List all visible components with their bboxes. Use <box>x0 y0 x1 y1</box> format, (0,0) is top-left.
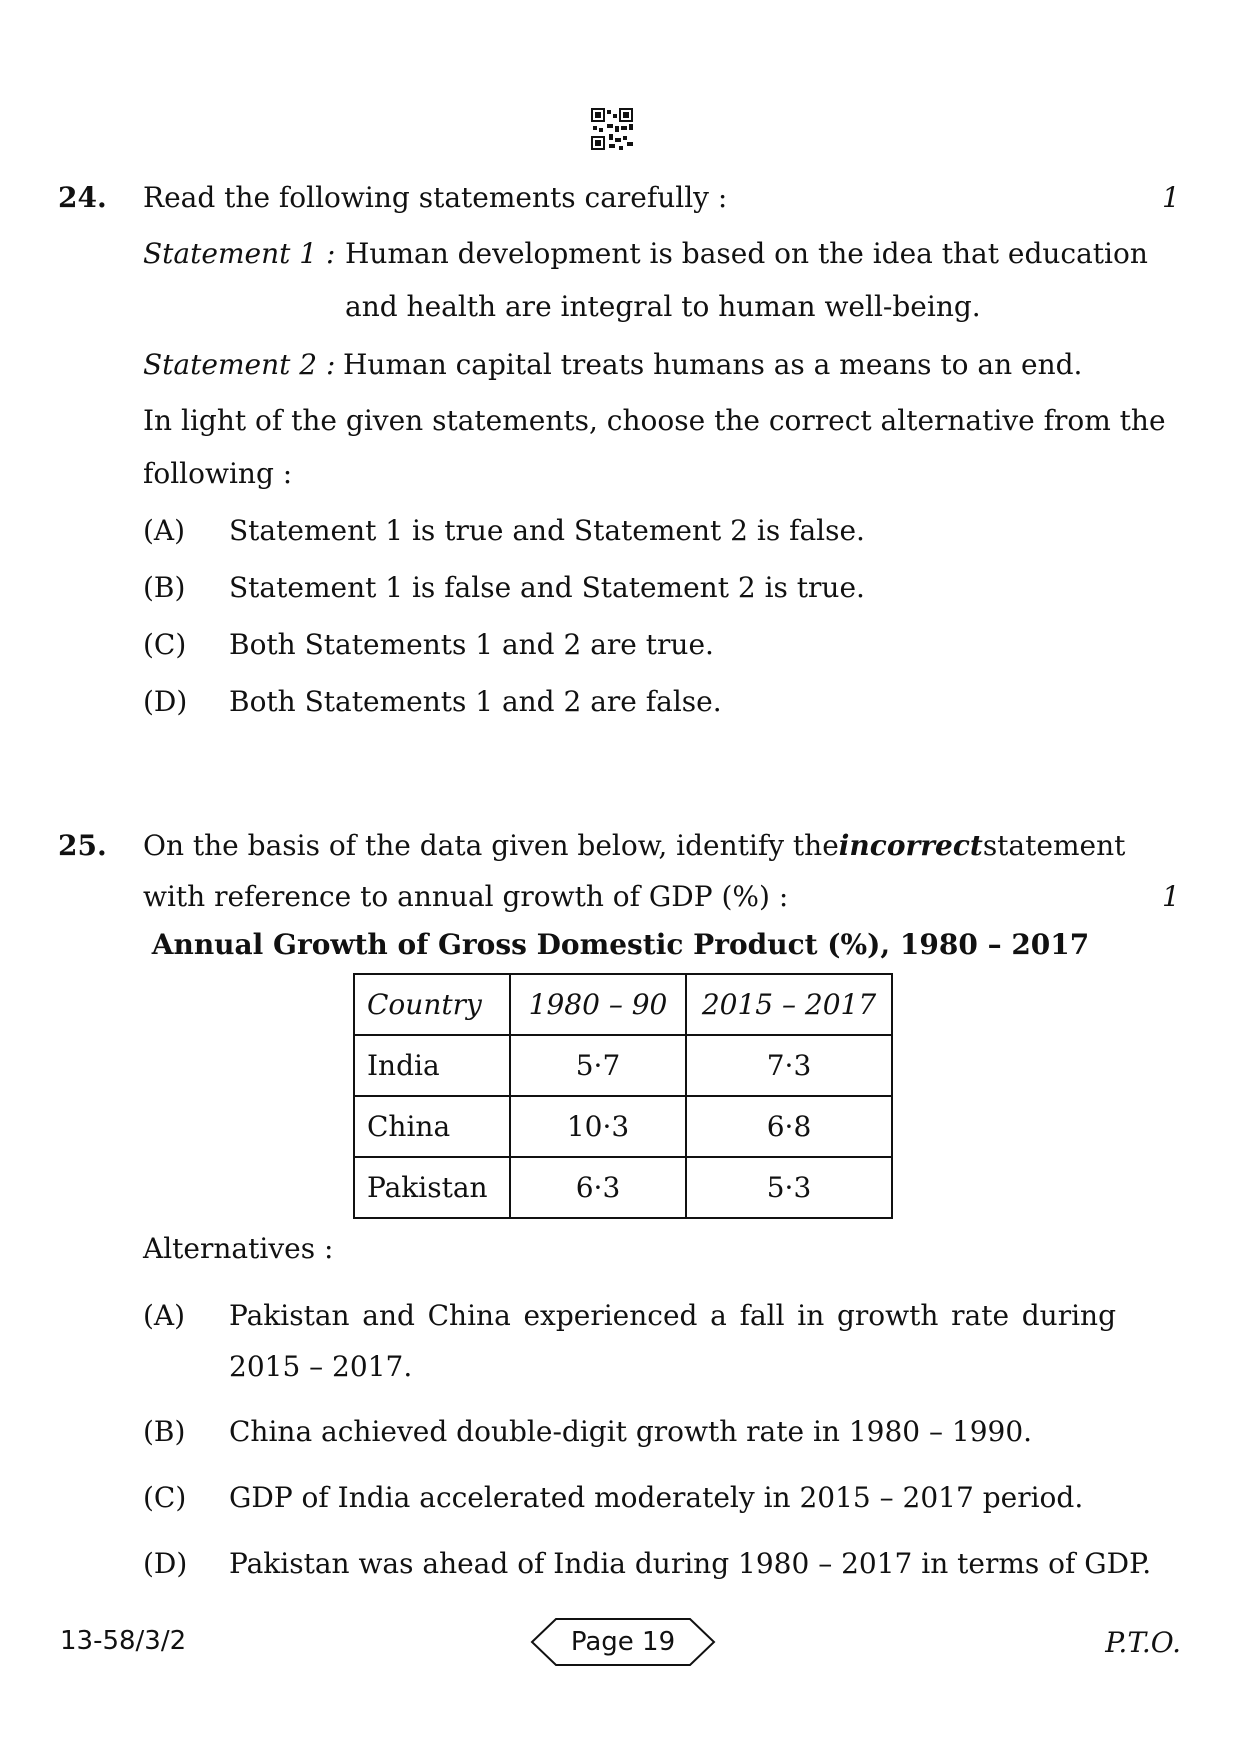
table-row <box>354 1035 892 1096</box>
question-25-prompt-b: statement <box>982 829 1126 862</box>
table-cell-value: 6·3 <box>510 1157 686 1218</box>
qr-code-icon <box>591 108 633 150</box>
question-25-prompt-line1 <box>143 829 1126 863</box>
statement-2-text: Human capital treats humans as a means to an end. <box>343 348 1083 381</box>
q24-option-d-letter: (D) <box>143 685 188 718</box>
statement-1-text-line1: Human development is based on the idea that education <box>345 237 1148 270</box>
question-25-prompt-a: On the basis of the data given below, identify the <box>143 829 839 862</box>
question-24-instruction-line1: In light of the given statements, choose the correct alternative from the <box>143 404 1166 437</box>
q24-option-d-text: Both Statements 1 and 2 are false. <box>229 685 722 718</box>
gdp-growth-table <box>353 973 893 1219</box>
table-cell-value: 10·3 <box>510 1096 686 1157</box>
q25-option-c-text: GDP of India accelerated moderately in 2015 – 2017 period. <box>229 1481 1084 1514</box>
q24-option-c-letter: (C) <box>143 628 187 661</box>
alternatives-label: Alternatives : <box>143 1232 334 1265</box>
table-cell-value: 5·3 <box>686 1157 892 1218</box>
q24-option-b-text: Statement 1 is false and Statement 2 is true. <box>229 571 865 604</box>
paper-code: 13-58/3/2 <box>60 1626 187 1656</box>
question-24-prompt: Read the following statements carefully : <box>143 181 728 214</box>
pto-label: P.T.O. <box>1105 1626 1181 1659</box>
q25-option-c-letter: (C) <box>143 1481 187 1514</box>
table-cell-country: India <box>354 1035 510 1096</box>
table-row <box>354 1096 892 1157</box>
q25-option-d-letter: (D) <box>143 1547 188 1580</box>
question-25-prompt-emphasis: incorrect <box>838 829 983 862</box>
q25-option-a-line2: 2015 – 2017. <box>229 1350 413 1383</box>
table-title: Annual Growth of Gross Domestic Product (%), 1980 – 2017 <box>151 928 1090 961</box>
statement-1-label: Statement 1 : <box>143 237 336 270</box>
q25-option-b-letter: (B) <box>143 1415 186 1448</box>
question-24-marks: 1 <box>1162 181 1180 214</box>
table-header-period-1: 1980 – 90 <box>510 974 686 1035</box>
q24-option-c-text: Both Statements 1 and 2 are true. <box>229 628 714 661</box>
q25-option-a-line1: Pakistan and China experienced a fall in growth rate during <box>229 1299 1116 1332</box>
q25-option-b-text: China achieved double-digit growth rate in 1980 – 1990. <box>229 1415 1033 1448</box>
table-cell-value: 7·3 <box>686 1035 892 1096</box>
question-24-instruction-line2: following : <box>143 457 293 490</box>
table-header-country: Country <box>354 974 510 1035</box>
question-25-marks: 1 <box>1162 880 1180 913</box>
statement-1-text-line2: and health are integral to human well-being. <box>345 290 981 323</box>
q25-option-a-letter: (A) <box>143 1299 186 1332</box>
q24-option-a-letter: (A) <box>143 514 186 547</box>
page-number: Page 19 <box>570 1627 676 1657</box>
q24-option-b-letter: (B) <box>143 571 186 604</box>
question-25-prompt-line2: with reference to annual growth of GDP (%) : <box>143 880 789 913</box>
table-cell-value: 5·7 <box>510 1035 686 1096</box>
statement-2-label: Statement 2 : <box>143 348 336 381</box>
table-header-row <box>354 974 892 1035</box>
q25-option-d-text: Pakistan was ahead of India during 1980 – 2017 in terms of GDP. <box>229 1547 1152 1580</box>
table-cell-country: China <box>354 1096 510 1157</box>
table-header-period-2: 2015 – 2017 <box>686 974 892 1035</box>
question-24-number: 24. <box>58 181 107 214</box>
question-25-number: 25. <box>58 829 107 862</box>
table-row <box>354 1157 892 1218</box>
q24-option-a-text: Statement 1 is true and Statement 2 is false. <box>229 514 865 547</box>
table-cell-value: 6·8 <box>686 1096 892 1157</box>
table-cell-country: Pakistan <box>354 1157 510 1218</box>
